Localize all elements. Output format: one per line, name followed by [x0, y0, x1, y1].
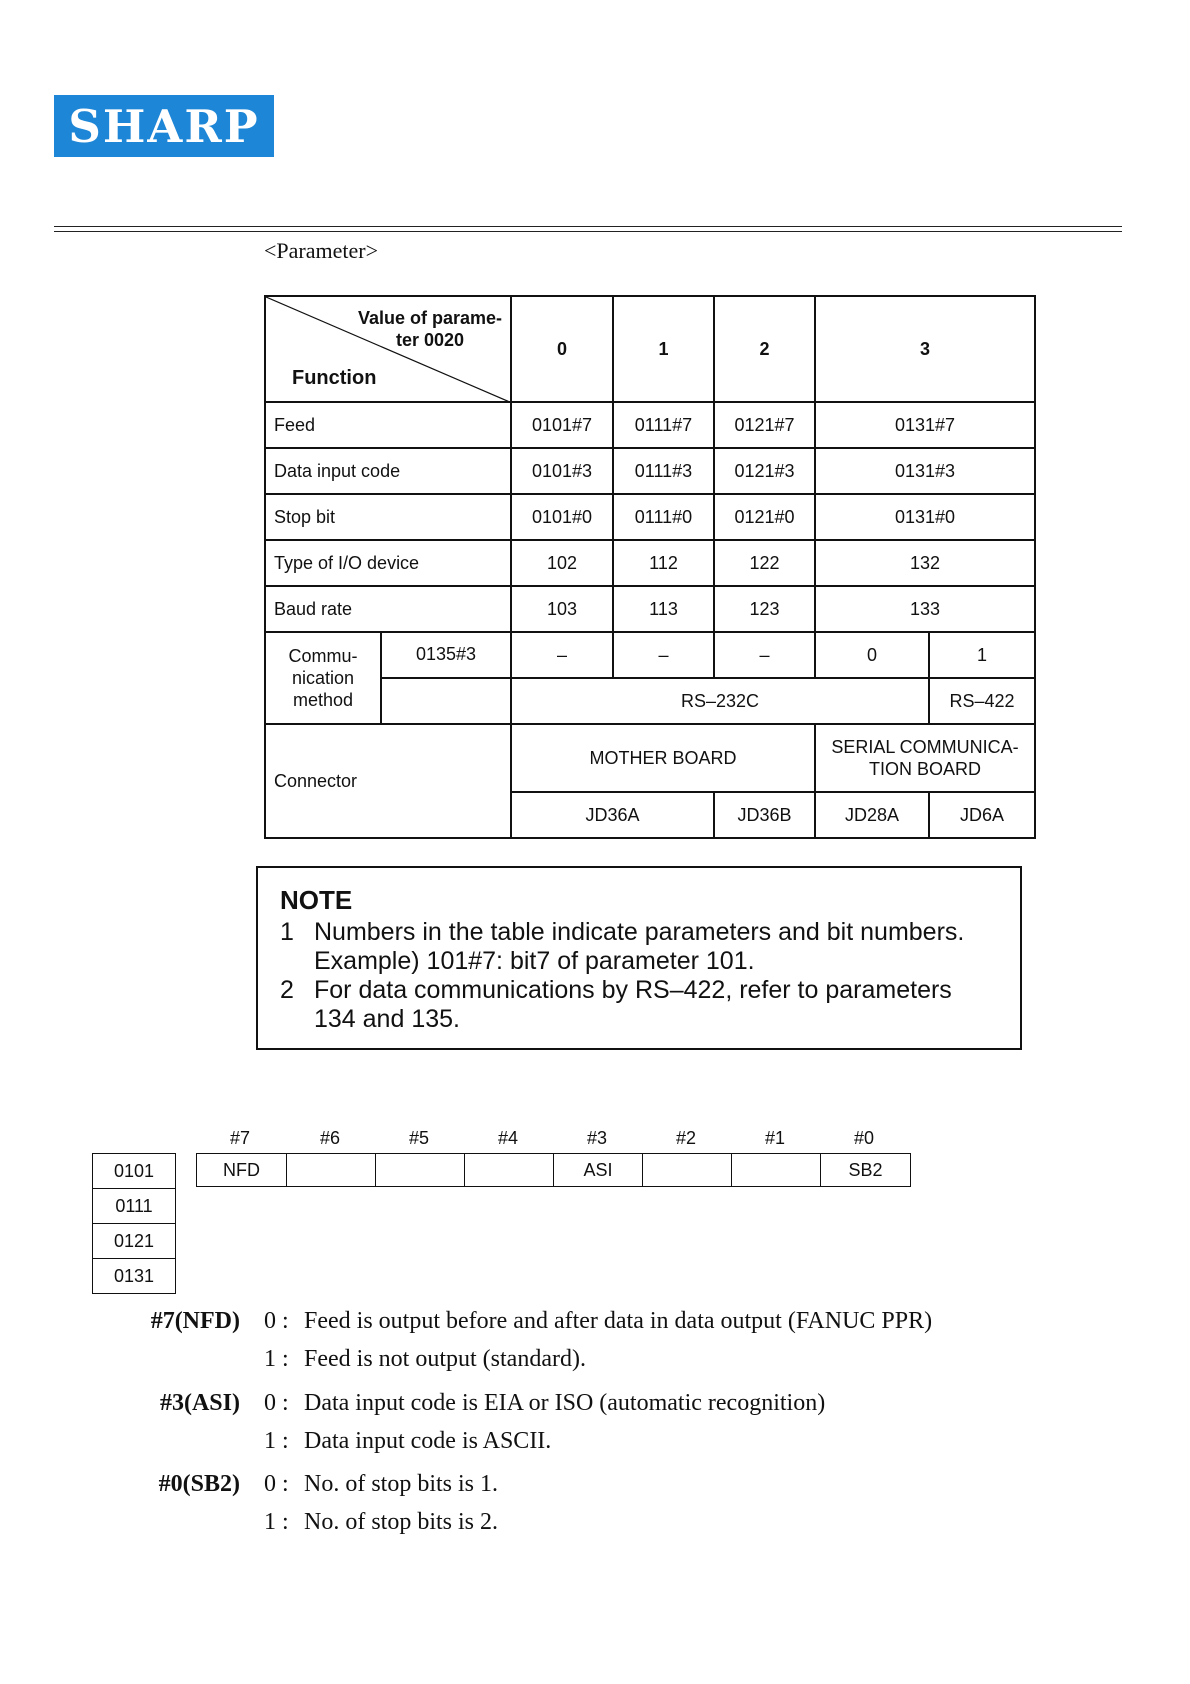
desc-value: 0 :	[264, 1390, 289, 1416]
table-cell: 132	[815, 540, 1035, 586]
port-cell: JD36B	[714, 792, 815, 838]
desc-value: 1 :	[264, 1428, 289, 1454]
table-cell: 103	[511, 586, 613, 632]
note-line: Example) 101#7: bit7 of parameter 101.	[314, 947, 755, 975]
table-cell: 0121#7	[714, 402, 815, 448]
rs422-cell: RS–422	[929, 678, 1035, 724]
desc-label: #3(ASI)	[159, 1390, 240, 1416]
param-number: 0131	[113, 1266, 155, 1286]
table-cell: 0111#7	[613, 402, 714, 448]
desc-text: Data input code is ASCII.	[304, 1428, 552, 1454]
bit-cell: SB2	[848, 1160, 883, 1180]
table-cell: 0111#0	[613, 494, 714, 540]
port-cell: JD36A	[511, 792, 714, 838]
desc-text: No. of stop bits is 2.	[304, 1509, 499, 1535]
table-cell: 0121#0	[714, 494, 815, 540]
table-cell: 0131#7	[815, 402, 1035, 448]
desc-value: 0 :	[264, 1308, 289, 1334]
port-cell: JD28A	[815, 792, 929, 838]
table-cell: 0131#0	[815, 494, 1035, 540]
table-cell: 0101#7	[511, 402, 613, 448]
row-label: Baud rate	[265, 586, 511, 632]
row-label: Data input code	[265, 448, 511, 494]
table-row	[265, 402, 1035, 448]
comm-param: 0135#3	[381, 632, 511, 678]
header-diagonal-cell	[265, 296, 511, 402]
section-title: <Parameter>	[264, 238, 378, 263]
param-number: 0101	[93, 1154, 175, 1189]
desc-text: Feed is output before and after data in data output (FANUC PPR)	[304, 1308, 933, 1334]
note-line: Numbers in the table indicate parameters and bit numbers.	[314, 918, 965, 946]
port-cell: JD6A	[929, 792, 1035, 838]
sharp-logo: SHARP	[54, 95, 274, 157]
connector-label: Connector	[265, 724, 511, 838]
row-label: Type of I/O device	[265, 540, 511, 586]
bit-label: #1	[764, 1128, 786, 1148]
bit-cell	[732, 1154, 821, 1186]
bit-label: #7	[229, 1128, 251, 1148]
header-function-label: Function	[292, 367, 377, 389]
table-cell: 0111#3	[613, 448, 714, 494]
table-cell: 102	[511, 540, 613, 586]
table-cell: –	[714, 632, 815, 678]
bit-row	[196, 1153, 911, 1187]
table-cell: 0101#0	[511, 494, 613, 540]
table-row	[265, 448, 1035, 494]
bit-label: #0	[853, 1128, 875, 1148]
row-label: Stop bit	[265, 494, 511, 540]
note-line: 134 and 135.	[314, 1005, 460, 1033]
mother-board-cell: MOTHER BOARD	[511, 724, 815, 792]
desc-label: #7(NFD)	[150, 1308, 240, 1334]
table-cell: 0101#3	[511, 448, 613, 494]
note-line: For data communications by RS–422, refer to parameters	[314, 976, 952, 1004]
connector-row	[265, 724, 1035, 792]
table-row	[265, 540, 1035, 586]
desc-text: Data input code is EIA or ISO (automatic recognition)	[304, 1390, 826, 1416]
bit-cell	[287, 1154, 376, 1186]
header-value-label: Value of parame- ter 0020	[357, 308, 503, 350]
bit-label: #3	[586, 1128, 608, 1148]
row-label: Feed	[265, 402, 511, 448]
bit-cell: ASI	[554, 1154, 643, 1186]
comm-method-label: Commu- nication method	[265, 632, 381, 724]
bit-label: #6	[319, 1128, 341, 1148]
col-header: 2	[714, 296, 815, 402]
note-box	[256, 866, 1022, 1050]
table-cell: 112	[613, 540, 714, 586]
col-header: 0	[511, 296, 613, 402]
param-number: 0121	[93, 1224, 175, 1259]
desc-text: Feed is not output (standard).	[304, 1346, 586, 1372]
table-cell: 133	[815, 586, 1035, 632]
bit-cell: NFD	[197, 1154, 287, 1186]
table-row	[265, 494, 1035, 540]
rs232-cell: RS–232C	[511, 678, 929, 724]
bit-cell	[643, 1154, 732, 1186]
serial-board-cell: SERIAL COMMUNICA- TION BOARD	[815, 724, 1035, 792]
bit-cell	[376, 1154, 465, 1186]
table-cell-blank	[381, 678, 511, 724]
desc-value: 1 :	[264, 1346, 289, 1372]
note-number: 1	[280, 918, 294, 946]
col-header: 1	[613, 296, 714, 402]
col-header: 3	[815, 296, 1035, 402]
table-cell: 122	[714, 540, 815, 586]
header-rule-bottom	[54, 231, 1122, 232]
table-cell: 0121#3	[714, 448, 815, 494]
bit-cell	[465, 1154, 554, 1186]
table-cell: 0131#3	[815, 448, 1035, 494]
desc-value: 1 :	[264, 1509, 289, 1535]
table-cell: 0	[815, 632, 929, 678]
table-cell: –	[613, 632, 714, 678]
comm-row	[265, 632, 1035, 678]
desc-text: No. of stop bits is 1.	[304, 1471, 499, 1497]
desc-value: 0 :	[264, 1471, 289, 1497]
note-title: NOTE	[280, 885, 353, 915]
bit-label: #4	[497, 1128, 519, 1148]
bit-label: #5	[408, 1128, 430, 1148]
desc-label: #0(SB2)	[158, 1471, 240, 1497]
parameter-table	[264, 295, 1036, 839]
param-number: 0111	[93, 1189, 175, 1224]
table-row	[265, 586, 1035, 632]
table-cell: 1	[929, 632, 1035, 678]
bit-label: #2	[675, 1128, 697, 1148]
param-number-list	[92, 1153, 176, 1294]
comm-protocol-row	[265, 678, 1035, 724]
table-cell: –	[511, 632, 613, 678]
note-number: 2	[280, 976, 294, 1004]
table-cell: 123	[714, 586, 815, 632]
table-cell: 113	[613, 586, 714, 632]
header-rule-top	[54, 226, 1122, 227]
table-header-row	[265, 296, 1035, 402]
